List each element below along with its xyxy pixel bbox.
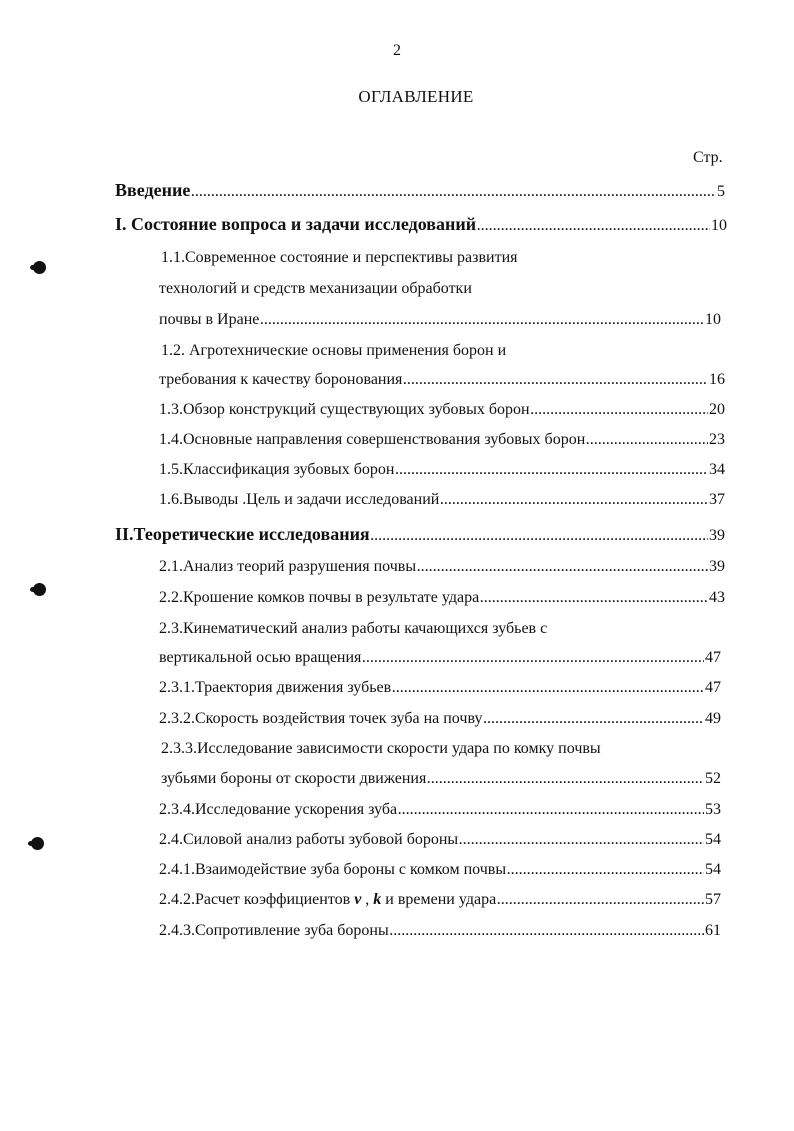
- entry-page: 23: [709, 431, 725, 448]
- toc-entry-2-3-line: 2.3.Кинематический анализ работы качающихся зубьев с: [159, 620, 548, 637]
- dot-leader: [390, 921, 704, 941]
- entry-label: 2.4.Силовой анализ работы зубовой бороны: [159, 831, 459, 848]
- toc-entry-1-2: [159, 370, 725, 390]
- toc-entry-2-3-2: [159, 709, 721, 729]
- dot-leader: [477, 215, 710, 237]
- dot-leader: [531, 400, 708, 420]
- dot-leader: [497, 890, 704, 910]
- dot-leader: [417, 557, 708, 577]
- toc-entry-2-4-2: [159, 890, 721, 910]
- entry-label: 2.3.4.Исследование ускорения зуба: [159, 801, 398, 818]
- entry-label: 1.6.Выводы .Цель и задачи исследований: [159, 491, 440, 508]
- entry-page: 54: [705, 861, 721, 878]
- entry-label: требования к качеству боронования: [159, 371, 403, 388]
- toc-entry-2-1: [159, 557, 725, 577]
- toc-entry-1-2-line: 1.2. Агротехнические основы применения борон и: [161, 342, 507, 359]
- toc-entry-1-1-line: 1.1.Современное состояние и перспективы развития: [161, 249, 518, 266]
- toc-entry-1-5: [159, 460, 725, 480]
- entry-label: Введение: [115, 180, 191, 200]
- entry-page: 20: [709, 401, 725, 418]
- entry-label: почвы в Иране: [159, 311, 260, 328]
- toc-entry-2-4: [159, 830, 721, 850]
- dot-leader: [483, 709, 704, 729]
- entry-label: II.Теоретические исследования: [115, 524, 370, 544]
- separator: ,: [361, 891, 374, 908]
- dot-leader: [586, 430, 708, 450]
- variable-k: k: [373, 891, 382, 908]
- dot-leader: [427, 769, 704, 789]
- dot-leader: [371, 525, 708, 547]
- entry-page: 5: [717, 183, 725, 200]
- dot-leader: [260, 310, 704, 330]
- entry-page: 43: [709, 589, 725, 606]
- entry-page: 34: [709, 461, 725, 478]
- toc-entry-chapter-1: [115, 213, 727, 237]
- entry-label: 2.1.Анализ теорий разрушения почвы: [159, 558, 417, 575]
- entry-page: 61: [705, 922, 721, 939]
- entry-page: 10: [711, 217, 727, 234]
- toc-entry-2-3-1: [159, 678, 721, 698]
- entry-label: 2.3.2.Скорость воздействия точек зуба на почву: [159, 710, 483, 727]
- dot-leader: [398, 800, 704, 820]
- entry-page: 53: [705, 801, 721, 818]
- dot-leader: [396, 460, 709, 480]
- entry-label: I. Состояние вопроса и задачи исследований: [115, 214, 477, 234]
- entry-label: 1.5.Классификация зубовых борон: [159, 461, 395, 478]
- dot-leader: [403, 370, 708, 390]
- entry-page: 54: [705, 831, 721, 848]
- entry-page: 47: [705, 649, 721, 666]
- entry-label: 1.4.Основные направления совершенствования зубовых борон: [159, 431, 586, 448]
- toc-entry-introduction: [115, 179, 725, 203]
- entry-page: 52: [705, 770, 721, 787]
- entry-label: [159, 890, 496, 910]
- dot-leader: [459, 830, 704, 850]
- dot-leader: [507, 860, 704, 880]
- toc-entry-2-3-4: [159, 800, 721, 820]
- dot-leader: [392, 678, 704, 698]
- toc-entry-2-4-3: [159, 921, 721, 941]
- dot-leader: [480, 588, 708, 608]
- entry-label: вертикальной осью вращения: [159, 649, 362, 666]
- dot-leader: [362, 648, 704, 668]
- toc-entry-1-6: [159, 490, 725, 510]
- variable-nu: ν: [354, 891, 362, 908]
- entry-page: 47: [705, 679, 721, 696]
- entry-label: 1.3.Обзор конструкций существующих зубовых борон: [159, 401, 530, 418]
- entry-label-prefix: 2.4.2.Расчет коэффициентов: [159, 891, 355, 908]
- toc-entry-1-1: [159, 310, 721, 330]
- toc-entry-2-3: [159, 648, 721, 668]
- entry-label-suffix: и времени удара: [381, 891, 497, 908]
- pages-column-label: Стр.: [693, 149, 723, 166]
- toc-entry-1-4: [159, 430, 725, 450]
- entry-page: 39: [709, 527, 725, 544]
- toc-entry-1-3: [159, 400, 725, 420]
- entry-page: 37: [709, 491, 725, 508]
- toc-entry-2-3-3: [161, 769, 721, 789]
- entry-label: зубьями бороны от скорости движения: [161, 770, 427, 787]
- entry-page: 49: [705, 710, 721, 727]
- entry-label: 2.3.1.Траектория движения зубьев: [159, 679, 392, 696]
- entry-page: 10: [705, 311, 721, 328]
- entry-label: 2.4.1.Взаимодействие зуба бороны с комком почвы: [159, 861, 507, 878]
- toc-entry-2-4-1: [159, 860, 721, 880]
- entry-page: 57: [705, 891, 721, 908]
- toc-entry-2-3-3-line: 2.3.3.Исследование зависимости скорости удара по комку почвы: [161, 740, 601, 757]
- dot-leader: [440, 490, 708, 510]
- page-number: 2: [393, 42, 401, 59]
- dot-leader: [191, 181, 716, 203]
- entry-label: 2.4.3.Сопротивление зуба бороны: [159, 922, 389, 939]
- toc-entry-2-2: [159, 588, 725, 608]
- entry-page: 16: [709, 371, 725, 388]
- toc-entry-chapter-2: [115, 523, 725, 547]
- toc-title: ОГЛАВЛЕНИЕ: [358, 87, 474, 106]
- entry-page: 39: [709, 558, 725, 575]
- toc-entry-1-1-line: технологий и средств механизации обработки: [159, 280, 472, 297]
- entry-label: 2.2.Крошение комков почвы в результате удара: [159, 589, 480, 606]
